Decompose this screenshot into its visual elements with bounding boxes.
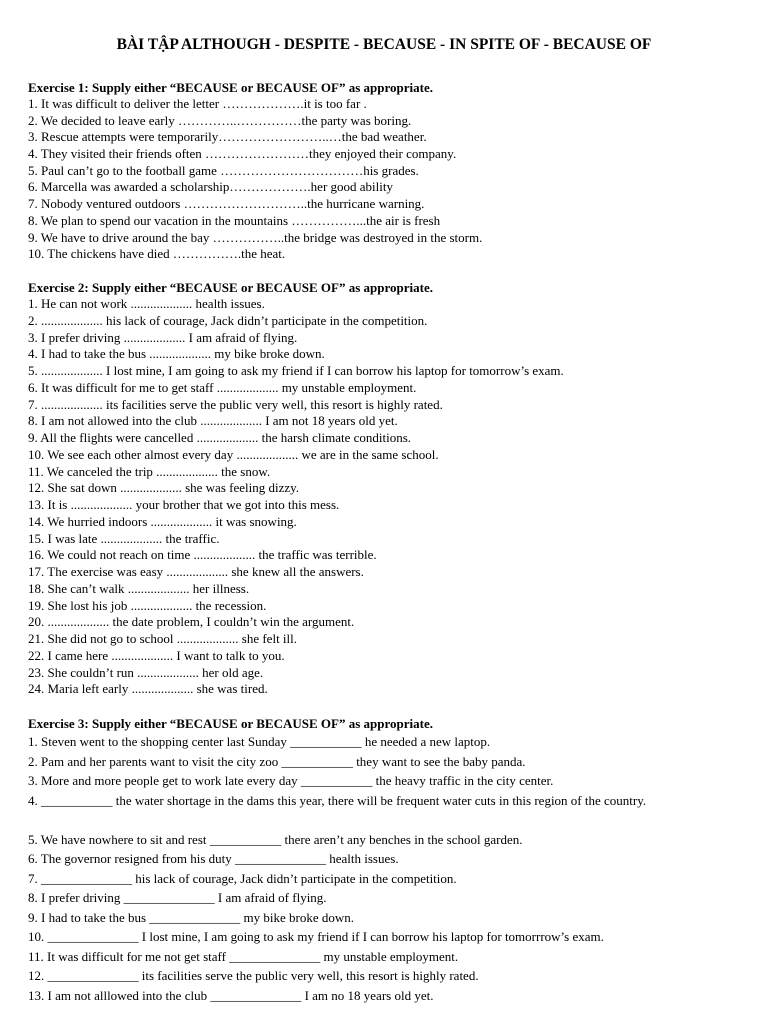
exercise-item: 3. Rescue attempts were temporarily……………………..…the bad weather. (28, 129, 427, 145)
exercise-item: 10. The chickens have died …………….the heat. (28, 246, 286, 262)
exercise-item: 20. ................... the date problem, I couldn’t win the argument. (28, 614, 355, 630)
exercise-item: 19. She lost his job ................... the recession. (28, 597, 267, 613)
exercise-item: 6. The governor resigned from his duty ______________ health issues. (28, 851, 399, 866)
exercise-heading: Exercise 3: Supply either “BECAUSE or BECAUSE OF” as appropriate. (28, 716, 433, 731)
exercise-item: 5. We have nowhere to sit and rest ___________ there aren’t any benches in the school garden. (28, 831, 523, 847)
exercise-item: 21. She did not go to school ................... she felt ill. (28, 631, 298, 646)
exercise-item: 17. The exercise was easy ................... she knew all the answers. (28, 564, 364, 579)
exercise-item: 16. We could not reach on time ................... the traffic was terrible. (28, 547, 377, 563)
exercise-item: 5. ................... I lost mine, I am going to ask my friend if I can borrow his laptop for tomorrow’s exam. (28, 363, 564, 378)
exercise-heading: Exercise 2: Supply either “BECAUSE or BECAUSE OF” as appropriate. (28, 280, 433, 295)
exercise-item: 8. I am not allowed into the club ................... I am not 18 years old yet. (28, 413, 398, 429)
exercise-item: 3. More and more people get to work late every day ___________ the heavy traffic in the city center. (28, 773, 554, 788)
exercise-item: 22. I came here ................... I want to talk to you. (28, 647, 285, 663)
exercise-item: 12. She sat down ................... she was feeling dizzy. (28, 480, 300, 496)
exercise-item: 9. All the flights were cancelled ................... the harsh climate conditions. (28, 430, 412, 445)
exercise-item: 10. ______________ I lost mine, I am going to ask my friend if I can borrow his laptop for tomorrrow’s exam. (28, 929, 604, 944)
exercise-item: 8. I prefer driving ______________ I am afraid of flying. (28, 890, 327, 905)
exercise-items (28, 96, 758, 263)
exercise-item: 4. They visited their friends often ……………………they enjoyed their company. (28, 146, 457, 162)
exercise-item: 13. I am not alllowed into the club ______________ I am no 18 years old yet. (28, 987, 434, 1003)
exercise-item: 2. ................... his lack of courage, Jack didn’t participate in the competition. (28, 312, 428, 328)
exercise-item: 1. He can not work ................... health issues. (28, 296, 265, 311)
exercise-heading: Exercise 1: Supply either “BECAUSE or BECAUSE OF” as appropriate. (28, 80, 433, 95)
exercise-item: 10. We see each other almost every day ................... we are in the same school. (28, 446, 439, 462)
exercise-item: 23. She couldn’t run ................... her old age. (28, 664, 264, 680)
page-title: BÀI TẬP ALTHOUGH - DESPITE - BECAUSE - IN SPITE OF - BECAUSE OF (116, 36, 652, 53)
exercise-item: 7. ................... its facilities serve the public very well, this resort is highly rated. (28, 396, 443, 412)
exercise-item: 6. Marcella was awarded a scholarship……………….her good ability (28, 179, 393, 195)
exercise-item: 9. We have to drive around the bay ……………..the bridge was destroyed in the storm. (28, 229, 483, 245)
exercise-item: 12. ______________ its facilities serve the public very well, this resort is highly rated. (28, 968, 479, 983)
exercise-item: 24. Maria left early ................... she was tired. (28, 681, 268, 697)
exercise-item: 1. Steven went to the shopping center last Sunday ___________ he needed a new laptop. (28, 734, 491, 749)
exercise-item: 7. Nobody ventured outdoors ………………………..the hurricane warning. (28, 196, 425, 212)
exercise-item: 8. We plan to spend our vacation in the mountains ……………...the air is fresh (28, 212, 441, 228)
exercise-item: 4. ___________ the water shortage in the dams this year, there will be frequent water cuts in this region of the country. (28, 792, 647, 808)
exercise-item: 15. I was late ................... the traffic. (28, 530, 220, 546)
exercise-item: 2. Pam and her parents want to visit the city zoo ___________ they want to see the baby panda. (28, 753, 526, 769)
exercise-3 (28, 715, 758, 1005)
exercise-item: 13. It is ................... your brother that we got into this mess. (28, 497, 340, 512)
exercise-items (28, 732, 758, 1005)
exercise-items (28, 296, 758, 698)
exercise-item: 14. We hurried indoors ................... it was snowing. (28, 513, 297, 529)
exercise-item: 9. I had to take the bus ______________ my bike broke down. (28, 909, 355, 925)
exercise-1 (28, 79, 758, 263)
exercise-2 (28, 279, 758, 698)
exercise-item: 11. We canceled the trip ................... the snow. (28, 463, 271, 479)
exercise-item: 3. I prefer driving ................... I am afraid of flying. (28, 329, 298, 345)
exercise-item: 18. She can’t walk ................... her illness. (28, 580, 250, 596)
exercise-item: 5. Paul can’t go to the football game ……………………………his grades. (28, 162, 419, 178)
exercise-item: 6. It was difficult for me to get staff ................... my unstable employment. (28, 379, 417, 395)
exercise-item: 4. I had to take the bus ................... my bike broke down. (28, 346, 325, 362)
exercise-item: 11. It was difficult for me not get staff ______________ my unstable employment. (28, 948, 459, 964)
exercise-item: 7. ______________ his lack of courage, Jack didn’t participate in the competition. (28, 870, 457, 886)
exercise-item: 1. It was difficult to deliver the letter ……………….it is too far . (28, 96, 367, 111)
exercise-item: 2. We decided to leave early …………..……………the party was boring. (28, 112, 412, 128)
